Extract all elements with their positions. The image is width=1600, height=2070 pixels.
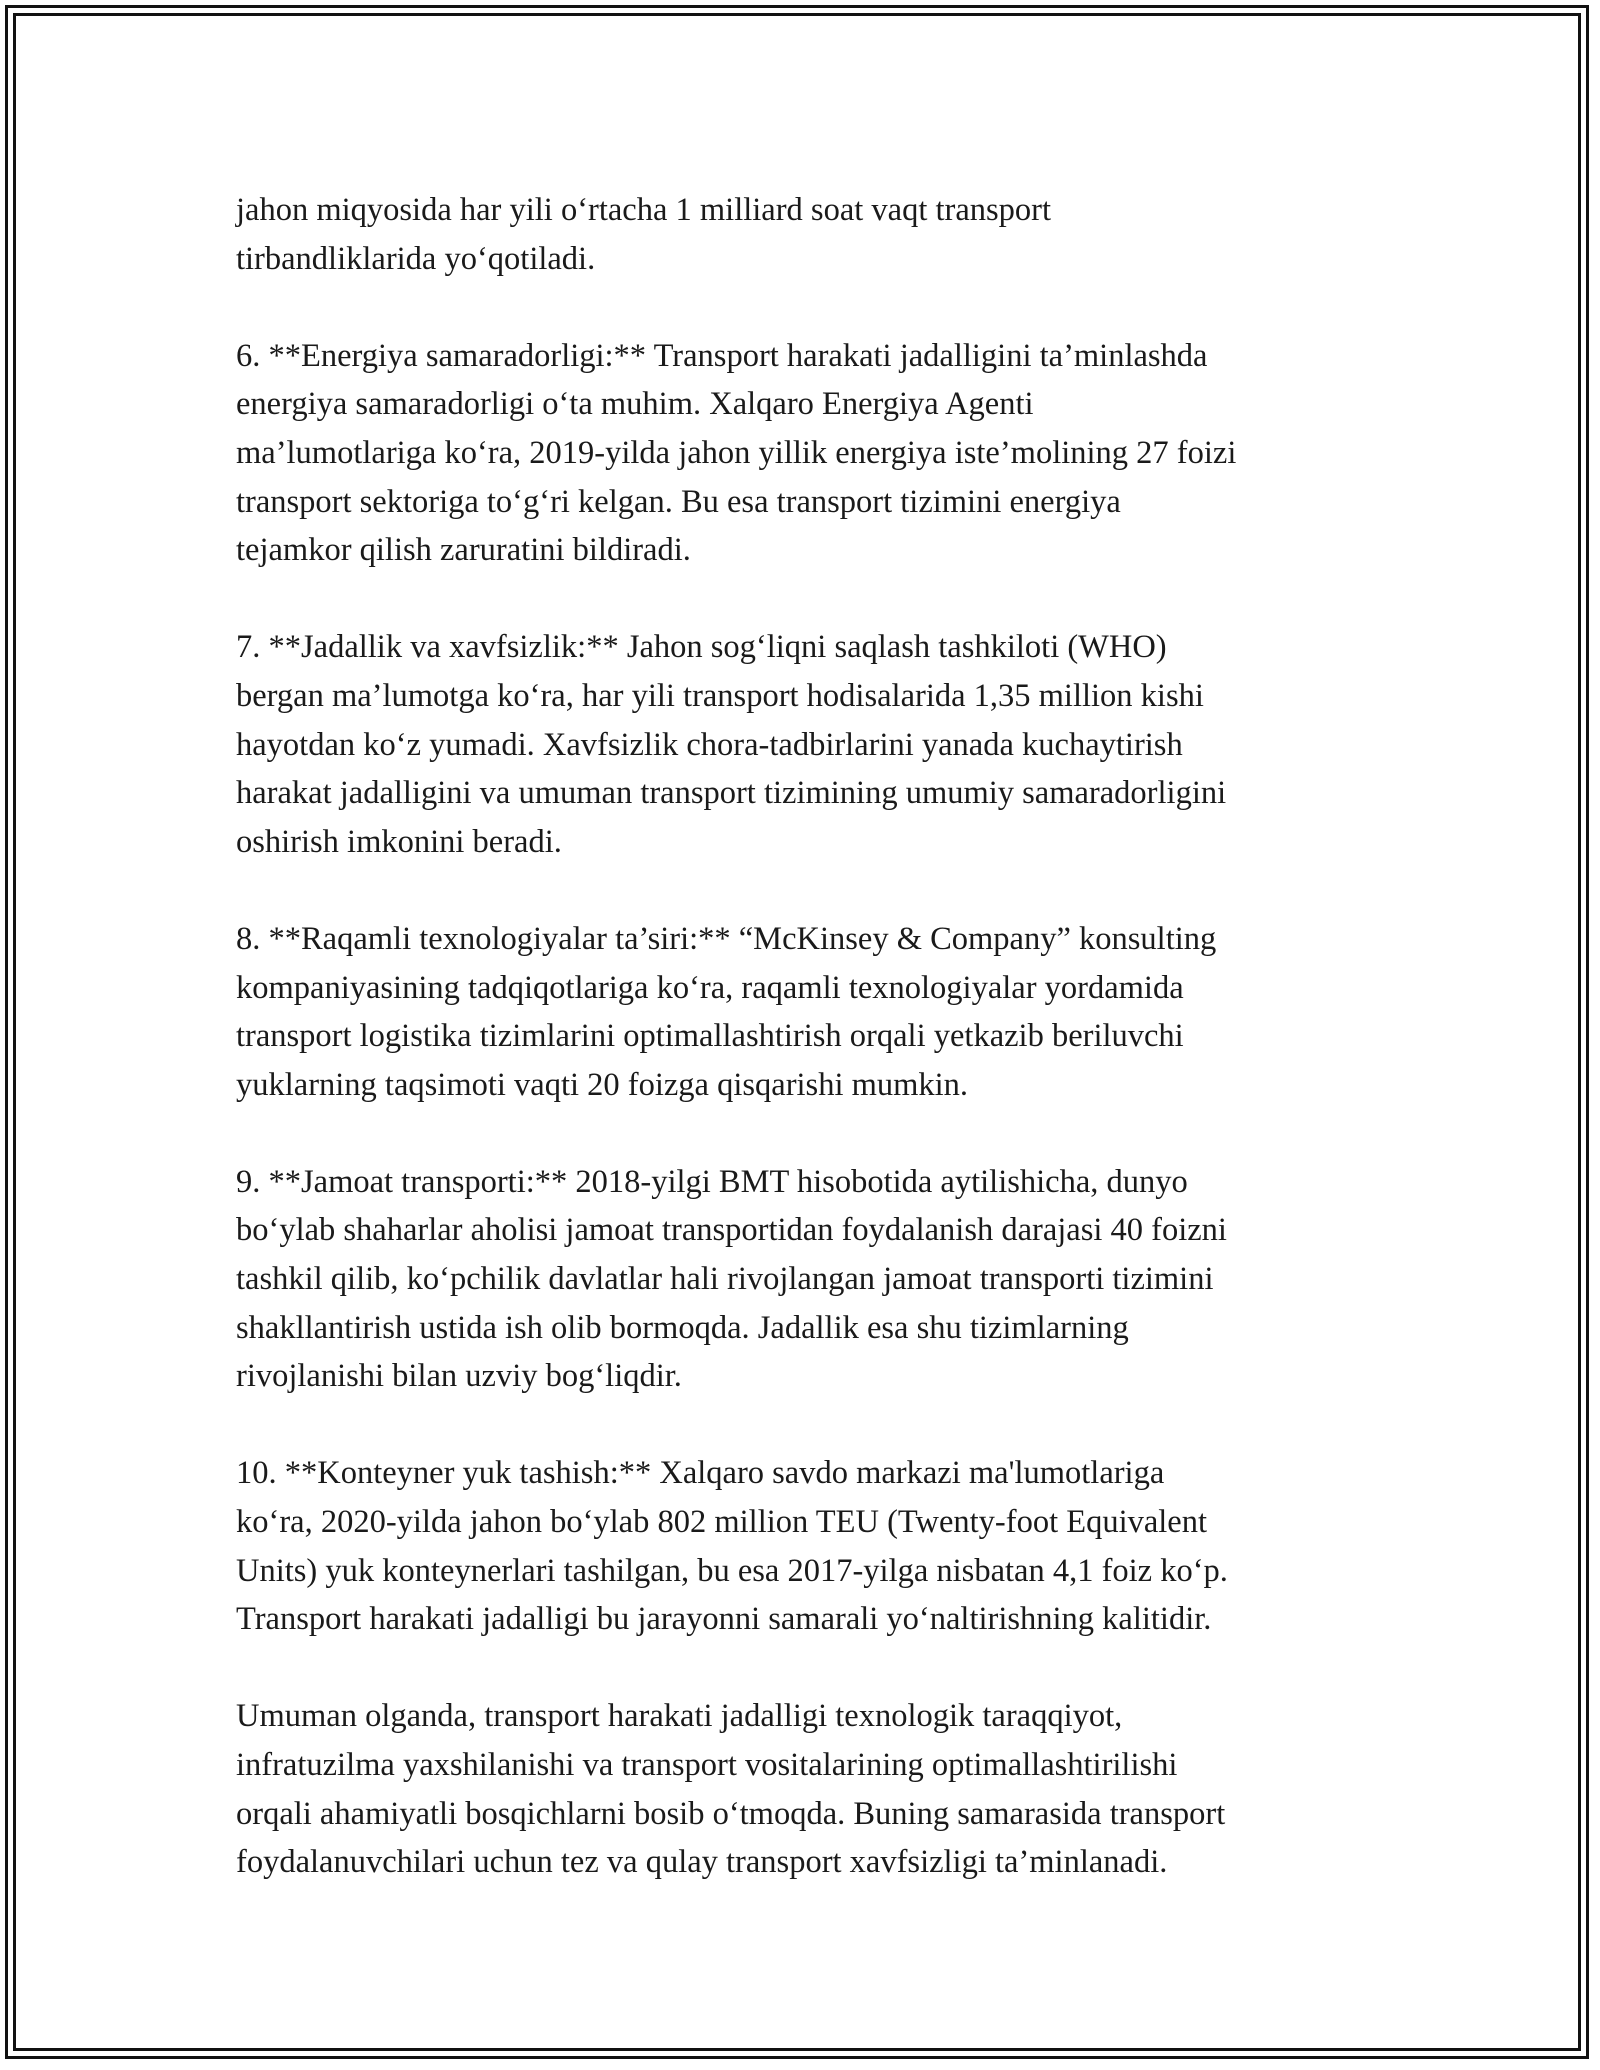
text-line: transport sektoriga toʻgʻri kelgan. Bu esa transport tizimini energiya xyxy=(236,483,1121,520)
text-line: 10. **Konteyner yuk tashish:** Xalqaro savdo markazi ma'lumotlariga xyxy=(236,1455,1165,1492)
text-line: boʻylab shaharlar aholisi jamoat transportidan foydalanish darajasi 40 foizni xyxy=(236,1212,1227,1249)
paragraph-item-7 xyxy=(236,623,1396,866)
text-line: transport logistika tizimlarini optimallashtirish orqali yetkazib beriluvchi xyxy=(236,1018,1184,1055)
text-line: tirbandliklarida yoʻqotiladi. xyxy=(236,240,596,277)
document-body xyxy=(236,186,1396,1935)
text-line: hayotdan koʻz yumadi. Xavfsizlik chora-tadbirlarini yanada kuchaytirish xyxy=(236,726,1183,763)
paragraph-conclusion xyxy=(236,1692,1396,1886)
text-line: 9. **Jamoat transporti:** 2018-yilgi BMT hisobotida aytilishicha, dunyo xyxy=(236,1163,1188,1200)
text-line: tashkil qilib, koʻpchilik davlatlar hali rivojlangan jamoat transporti tizimini xyxy=(236,1261,1214,1298)
paragraph-intro-continuation xyxy=(236,186,1396,283)
text-line: shakllantirish ustida ish olib bormoqda. Jadallik esa shu tizimlarning xyxy=(236,1309,1129,1346)
text-line: infratuzilma yaxshilanishi va transport vositalarining optimallashtirilishi xyxy=(236,1747,1178,1783)
text-line: yuklarning taqsimoti vaqti 20 foizga qisqarishi mumkin. xyxy=(236,1066,969,1103)
paragraph-item-6 xyxy=(236,332,1396,575)
text-line: rivojlanishi bilan uzviy bogʻliqdir. xyxy=(236,1358,682,1395)
text-line: Units) yuk konteynerlari tashilgan, bu esa 2017-yilga nisbatan 4,1 foiz koʻp. xyxy=(236,1552,1228,1589)
text-line: oshirish imkonini beradi. xyxy=(236,823,562,860)
text-line: 7. **Jadallik va xavfsizlik:** Jahon sogʻliqni saqlash tashkiloti (WHO) xyxy=(236,629,1167,666)
text-line: kompaniyasining tadqiqotlariga koʻra, raqamli texnologiyalar yordamida xyxy=(236,969,1184,1006)
text-line: ma’lumotlariga koʻra, 2019-yilda jahon yillik energiya iste’molining 27 foizi xyxy=(236,434,1237,471)
text-line: bergan ma’lumotga koʻra, har yili transport hodisalarida 1,35 million kishi xyxy=(236,677,1204,714)
paragraph-item-10 xyxy=(236,1449,1396,1643)
text-line: energiya samaradorligi oʻta muhim. Xalqaro Energiya Agenti xyxy=(236,386,1034,423)
text-line: 6. **Energiya samaradorligi:** Transport harakati jadalligini ta’minlashda xyxy=(236,337,1208,374)
text-line: harakat jadalligini va umuman transport tizimining umumiy samaradorligini xyxy=(236,775,1227,812)
text-line: tejamkor qilish zaruratini bildiradi. xyxy=(236,532,691,569)
text-line: Transport harakati jadalligi bu jarayonni samarali yoʻnaltirishning kalitidir. xyxy=(236,1601,1212,1638)
text-line: koʻra, 2020-yilda jahon boʻylab 802 million TEU (Twenty-foot Equivalent xyxy=(236,1504,1208,1541)
text-line: jahon miqyosida har yili oʻrtacha 1 milliard soat vaqt transport xyxy=(236,192,1052,228)
text-line: orqali ahamiyatli bosqichlarni bosib oʻtmoqda. Buning samarasida transport xyxy=(236,1795,1226,1832)
text-line: Umuman olganda, transport harakati jadalligi texnologik taraqqiyot, xyxy=(236,1698,1123,1735)
paragraph-item-9 xyxy=(236,1158,1396,1401)
text-line: 8. **Raqamli texnologiyalar ta’siri:** “McKinsey & Company” konsulting xyxy=(236,920,1217,957)
text-line: foydalanuvchilari uchun tez va qulay transport xavfsizligi ta’minlanadi. xyxy=(236,1844,1168,1881)
paragraph-item-8 xyxy=(236,915,1396,1109)
